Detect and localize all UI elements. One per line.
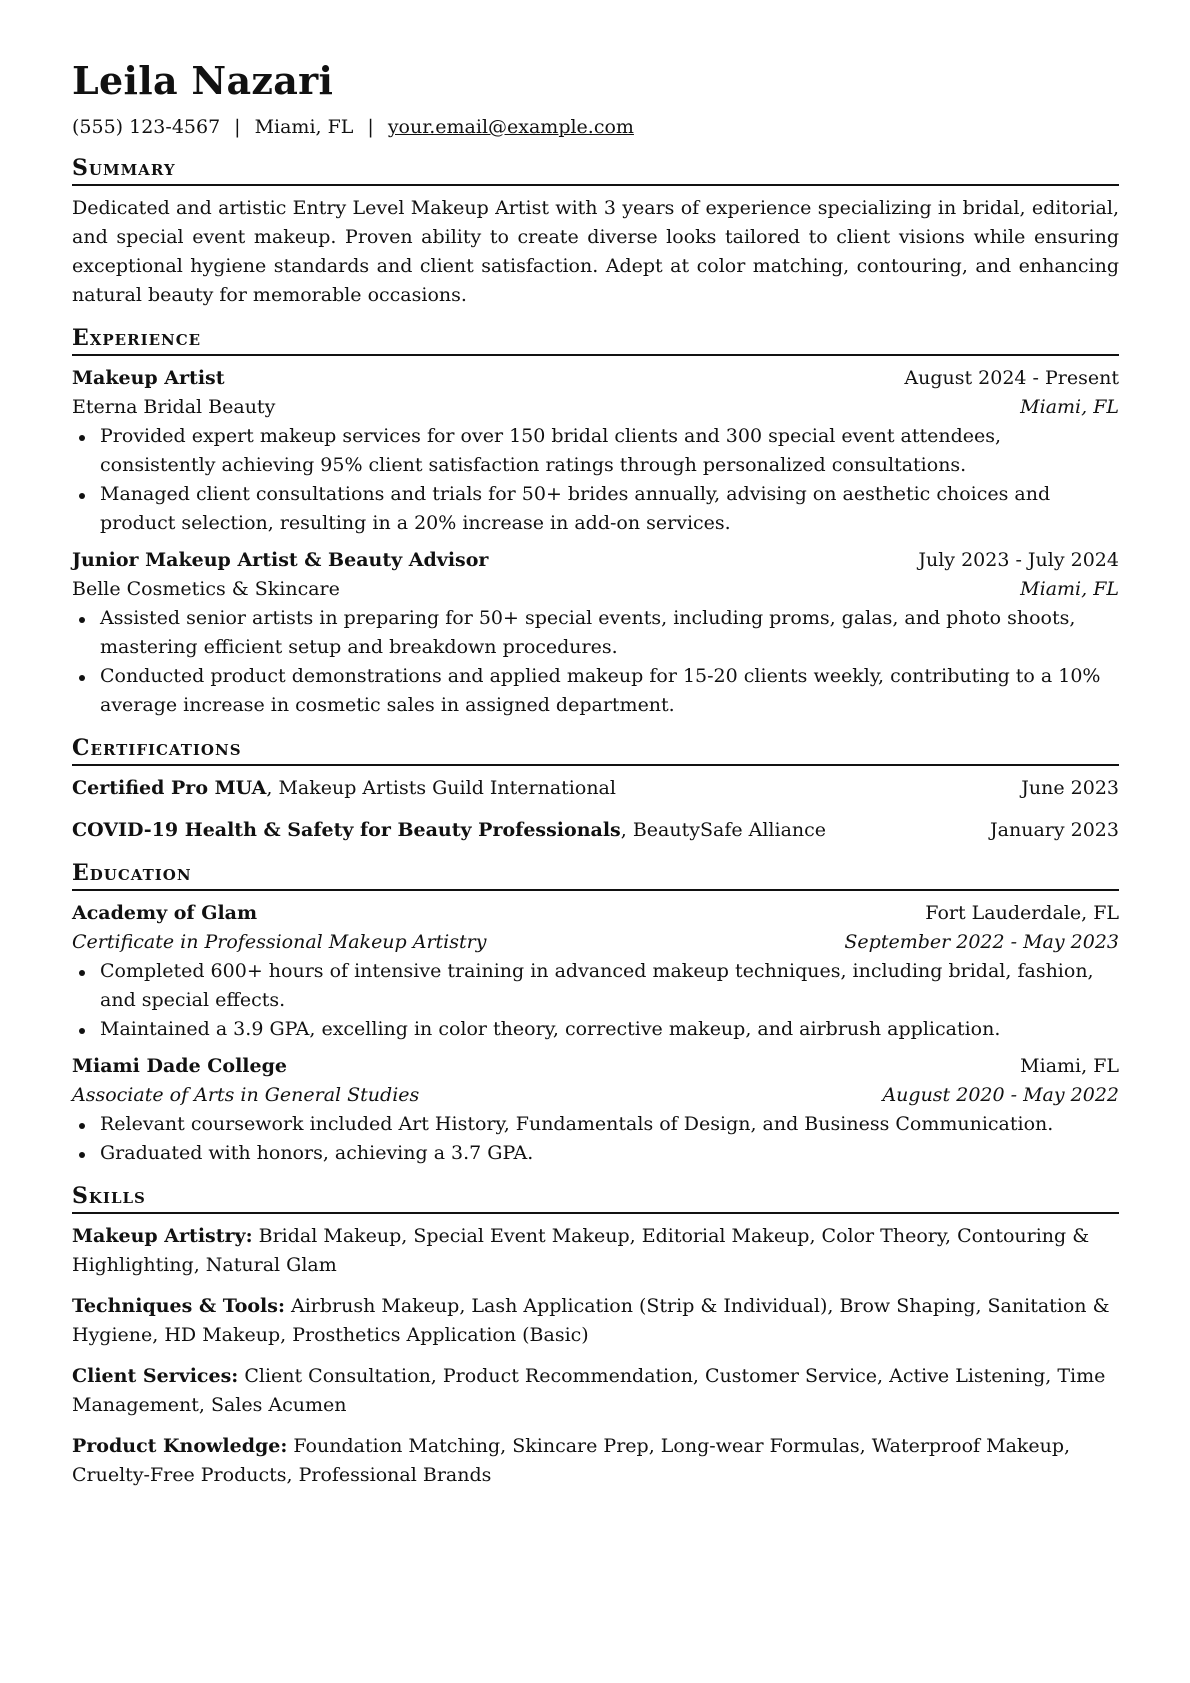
skill-label: Client Services: xyxy=(72,1365,239,1387)
bullet-item: Maintained a 3.9 GPA, excelling in color theory, corrective makeup, and airbrush application. xyxy=(72,1015,1119,1044)
contact-separator: | xyxy=(234,116,241,138)
school-location: Fort Lauderdale, FL xyxy=(925,902,1119,924)
skill-values: Client Consultation, Product Recommendation, Customer Service, Active Listening, Time Management, Sales Acumen xyxy=(72,1365,1106,1416)
bullet-item: Managed client consultations and trials for 50+ brides annually, advising on aesthetic choices and product selection, resulting in a 20% increase in add-on services. xyxy=(72,480,1119,538)
job-company: Belle Cosmetics & Skincare xyxy=(72,578,340,600)
experience-entry xyxy=(72,546,1119,720)
certification-issuer: , BeautySafe Alliance xyxy=(620,819,827,841)
school-subheader xyxy=(72,928,1119,957)
job-role: Junior Makeup Artist & Beauty Advisor xyxy=(72,549,489,571)
job-dates: August 2024 - Present xyxy=(904,367,1119,389)
bullet-item: Completed 600+ hours of intensive training in advanced makeup techniques, including bridal, fashion, and special effects. xyxy=(72,957,1119,1015)
bullet-item: Graduated with honors, achieving a 3.7 GPA. xyxy=(72,1139,1119,1168)
certifications-list xyxy=(72,774,1119,845)
contact-line xyxy=(72,114,1119,140)
bullet-item: Provided expert makeup services for over 150 bridal clients and 300 special event attendees, consistently achieving 95% client satisfaction ratings through personalized consultations. xyxy=(72,422,1119,480)
skill-label: Product Knowledge: xyxy=(72,1435,288,1457)
skills-section xyxy=(72,1182,1119,1490)
school-dates: August 2020 - May 2022 xyxy=(882,1084,1119,1106)
education-entry xyxy=(72,899,1119,1044)
bullet-item: Conducted product demonstrations and applied makeup for 15-20 clients weekly, contributing to a 10% average increase in cosmetic sales in assigned department. xyxy=(72,662,1119,720)
skill-values: Airbrush Makeup, Lash Application (Strip & Individual), Brow Shaping, Sanitation & Hygiene, HD Makeup, Prosthetics Application (Basic) xyxy=(72,1295,1110,1346)
job-dates: July 2023 - July 2024 xyxy=(918,549,1119,571)
experience-section xyxy=(72,324,1119,720)
bullet-icon xyxy=(79,1152,85,1158)
certification-date: January 2023 xyxy=(990,819,1119,841)
job-location: Miami, FL xyxy=(1020,396,1119,418)
section-title-summary: Summary xyxy=(72,154,1119,186)
summary-section xyxy=(72,154,1119,310)
section-title-education: Education xyxy=(72,859,1119,891)
section-title-experience: Experience xyxy=(72,324,1119,356)
bullet-icon xyxy=(79,970,85,976)
school-bullets xyxy=(72,957,1119,1044)
bullet-item: Relevant coursework included Art History, Fundamentals of Design, and Business Communication. xyxy=(72,1110,1119,1139)
school-name: Miami Dade College xyxy=(72,1055,287,1077)
job-subheader xyxy=(72,393,1119,422)
job-bullets xyxy=(72,422,1119,538)
skill-values: Bridal Makeup, Special Event Makeup, Editorial Makeup, Color Theory, Contouring & Highlighting, Natural Glam xyxy=(72,1225,1090,1276)
school-location: Miami, FL xyxy=(1020,1055,1119,1077)
bullet-icon xyxy=(79,1123,85,1129)
skill-label: Techniques & Tools: xyxy=(72,1295,285,1317)
school-header xyxy=(72,899,1119,928)
skill-group xyxy=(72,1292,1119,1350)
school-degree: Certificate in Professional Makeup Artistry xyxy=(72,931,487,953)
skill-group xyxy=(72,1362,1119,1420)
skill-values: Foundation Matching, Skincare Prep, Long-wear Formulas, Waterproof Makeup, Cruelty-Free Products, Professional Brands xyxy=(72,1435,1071,1486)
certification-name: COVID-19 Health & Safety for Beauty Professionals xyxy=(72,819,621,841)
school-degree: Associate of Arts in General Studies xyxy=(72,1084,420,1106)
certification-issuer: , Makeup Artists Guild International xyxy=(266,777,616,799)
school-bullets xyxy=(72,1110,1119,1168)
certification-name: Certified Pro MUA xyxy=(72,777,267,799)
bullet-item: Assisted senior artists in preparing for 50+ special events, including proms, galas, and photo shoots, mastering efficient setup and breakdown procedures. xyxy=(72,604,1119,662)
section-title-certifications: Certifications xyxy=(72,734,1119,766)
school-subheader xyxy=(72,1081,1119,1110)
skill-label: Makeup Artistry: xyxy=(72,1225,253,1247)
candidate-name: Leila Nazari xyxy=(72,58,334,103)
certification-item xyxy=(72,774,1119,803)
contact-email-link[interactable]: your.email@example.com xyxy=(387,116,634,138)
job-subheader xyxy=(72,575,1119,604)
skill-group xyxy=(72,1222,1119,1280)
bullet-icon xyxy=(79,1028,85,1034)
job-role: Makeup Artist xyxy=(72,367,225,389)
job-location: Miami, FL xyxy=(1020,578,1119,600)
skill-group xyxy=(72,1432,1119,1490)
bullet-icon xyxy=(79,435,85,441)
job-header xyxy=(72,546,1119,575)
bullet-icon xyxy=(79,675,85,681)
contact-separator: | xyxy=(367,116,374,138)
section-title-skills: Skills xyxy=(72,1182,1119,1214)
job-company: Eterna Bridal Beauty xyxy=(72,396,276,418)
school-dates: September 2022 - May 2023 xyxy=(844,931,1119,953)
bullet-icon xyxy=(79,617,85,623)
school-name: Academy of Glam xyxy=(72,902,258,924)
education-entry xyxy=(72,1052,1119,1168)
job-header xyxy=(72,364,1119,393)
certification-date: June 2023 xyxy=(1021,777,1119,799)
school-header xyxy=(72,1052,1119,1081)
contact-phone: (555) 123-4567 xyxy=(72,116,221,138)
certification-item xyxy=(72,816,1119,845)
contact-location: Miami, FL xyxy=(254,116,354,138)
summary-text: Dedicated and artistic Entry Level Makeup Artist with 3 years of experience specializing in bridal, editorial, and special event makeup. Proven ability to create diverse looks tailored to client visions while ensuring exceptional hygiene standards and client satisfaction. Adept at color matching, contouring, and enhancing natural beauty for memorable occasions. xyxy=(72,197,1119,306)
education-section xyxy=(72,859,1119,1168)
bullet-icon xyxy=(79,493,85,499)
certifications-section xyxy=(72,734,1119,845)
job-bullets xyxy=(72,604,1119,720)
experience-entry xyxy=(72,364,1119,538)
